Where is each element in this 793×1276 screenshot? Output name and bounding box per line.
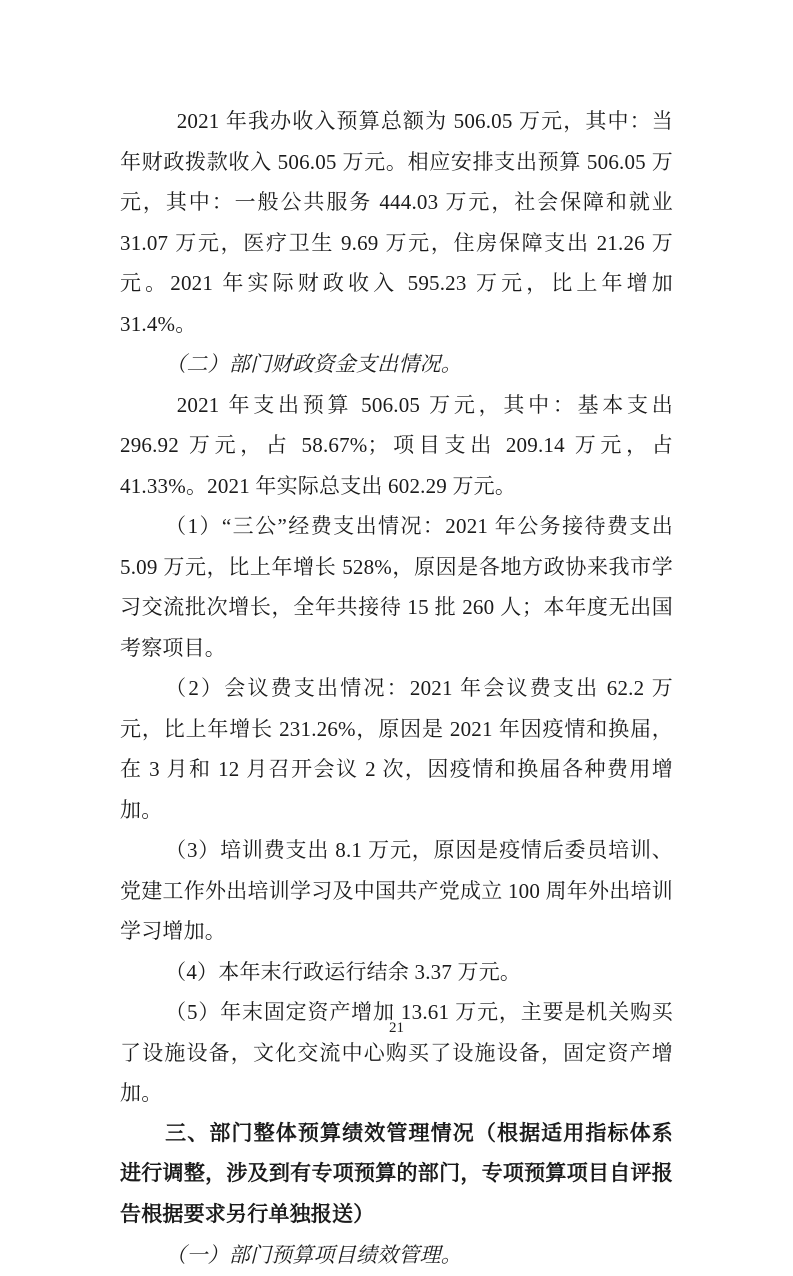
paragraph-income-budget-summary: 2021 年我办收入预算总额为 506.05 万元，其中：当年财政拨款收入 506.05 万元。相应安排支出预算 506.05 万元，其中：一般公共服务 444.03 万元，社会保障和就业 31.07 万元，医疗卫生 9.69 万元，住房保障支出 21.26 万元。2021 年实际财政收入 595.23 万元，比上年增加 31.4%。: [120, 109, 673, 336]
heading-subsection-1: （一）部门预算项目绩效管理。: [165, 1243, 462, 1267]
paragraph-expenditure-summary: 2021 年支出预算 506.05 万元，其中：基本支出 296.92 万元，占 58.67%；项目支出 209.14 万元，占 41.33%。2021 年实际总支出 602.29 万元。: [120, 392, 673, 498]
paragraph-year-end-balance: （4）本年末行政运行结余 3.37 万元。: [165, 959, 522, 984]
heading-section-3: 三、部门整体预算绩效管理情况（根据适用指标体系进行调整，涉及到有专项预算的部门，专项预算项目自评报告根据要求另行单独报送）: [120, 1121, 673, 1226]
paragraph-three-public-expenses: （1）“三公”经费支出情况：2021 年公务接待费支出 5.09 万元，比上年增长 528%，原因是各地方政协来我市学习交流批次增长，全年共接待 15 批 260 人；本年度无出国考察项目。: [120, 514, 673, 660]
document-body: [120, 101, 673, 1276]
paragraph-meeting-expenses: （2）会议费支出情况：2021 年会议费支出 62.2 万元，比上年增长 231.26%，原因是 2021 年因疫情和换届，在 3 月和 12 月召开会议 2 次，因疫情和换届各种费用增加。: [120, 676, 673, 822]
paragraph-training-expenses: （3）培训费支出 8.1 万元，原因是疫情后委员培训、党建工作外出培训学习及中国共产党成立 100 周年外出培训学习增加。: [120, 838, 673, 943]
paragraph-fixed-assets: （5）年末固定资产增加 13.61 万元，主要是机关购买了设施设备，文化交流中心购买了设施设备，固定资产增加。: [120, 1000, 673, 1105]
page-number: 21: [389, 1020, 404, 1036]
heading-section-2: （二）部门财政资金支出情况。: [165, 352, 462, 376]
